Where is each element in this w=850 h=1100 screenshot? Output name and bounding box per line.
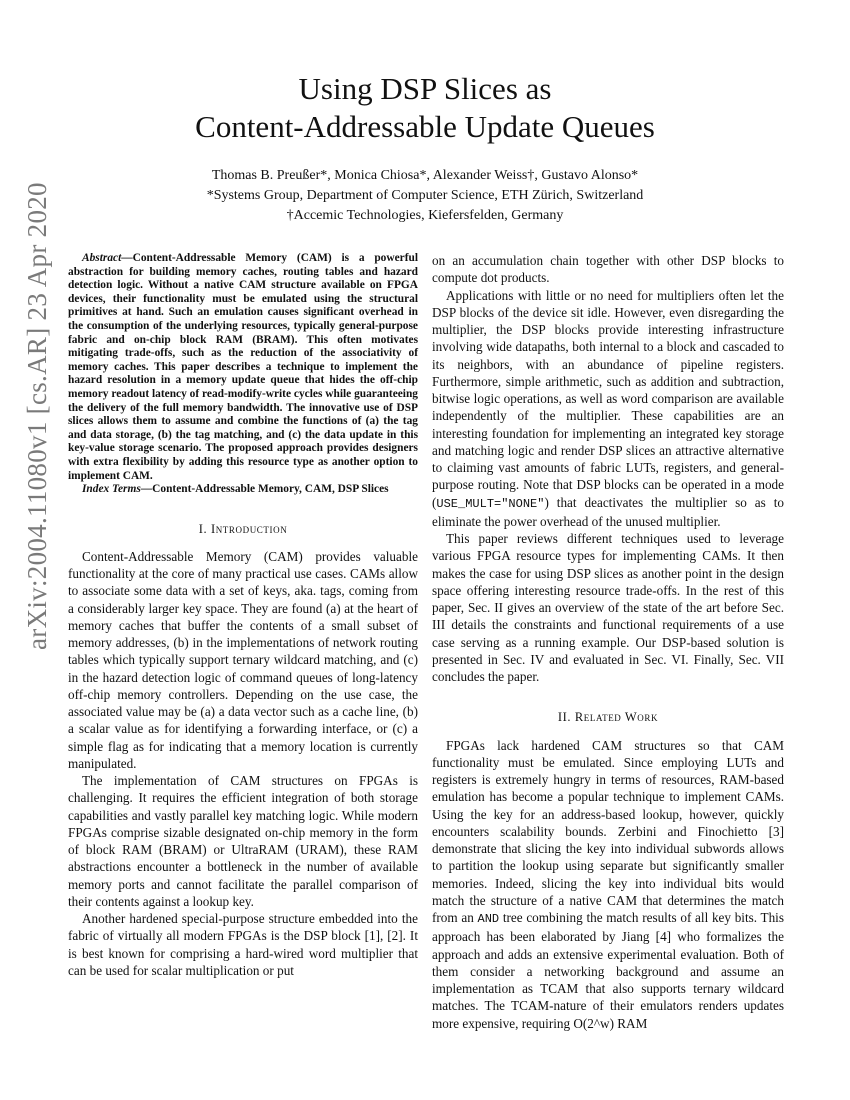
index-terms-label: Index Terms	[82, 483, 141, 496]
author-names: Thomas B. Preußer*, Monica Chiosa*, Alexander Weiss†, Gustavo Alonso*	[211, 168, 639, 183]
paragraph-text: ) that deactivates the multiplier so as to eliminate the power overhead of the unused multiplier.	[432, 494, 784, 529]
intro-paragraph-2: The implementation of CAM structures on FPGAs is challenging. It requires the efficient integration of both storage capabilities and vastly parallel key matching logic. While modern FPGAs comprise sizable designated on-chip memory in the form of block RAM (BRAM) or UltraRAM (URAM), these RAM abstractions encounter a bottleneck in the number of available memory ports and cannot facilitate the parallel comparison of their contents against a lookup key.	[68, 773, 418, 909]
title-line-2: Content-Addressable Update Queues	[195, 109, 655, 144]
intro-paragraph-3-continued: on an accumulation chain together with other DSP blocks to compute dot products.	[432, 253, 784, 286]
section-heading-introduction	[68, 521, 418, 538]
index-terms	[68, 483, 418, 497]
section-title: Introduction	[210, 521, 288, 536]
affiliation-2: †Accemic Technologies, Kiefersfelden, Germany	[286, 208, 564, 223]
code-literal: USE_MULT="NONE"	[436, 496, 545, 511]
code-literal: AND	[477, 912, 500, 926]
left-column	[68, 252, 418, 979]
section-title: Related Work	[574, 710, 659, 725]
author-block	[0, 166, 850, 226]
title-line-1: Using DSP Slices as	[298, 71, 552, 106]
section-number: I.	[198, 521, 208, 536]
paragraph-text: tree combining the match results of all key bits. This approach has been elaborated by Jiang [4] who formalizes the approach and adds an extensive experimental evaluation. Both of them consider a networking background and assume an implementation as TCAM that also supports ternary wildcard matches. The TCAM-nature of their emulators renders updates more expensive, requiring O(2^w) RAM	[432, 910, 784, 1031]
index-terms-text: —Content-Addressable Memory, CAM, DSP Slices	[140, 483, 389, 496]
intro-paragraph-4	[432, 287, 784, 531]
section-heading-related-work	[432, 709, 784, 726]
intro-paragraph-1: Content-Addressable Memory (CAM) provides valuable functionality at the core of many practical use cases. CAMs allow to associate some data with a set of keys, aka. tags, coming from a considerably larger key space. They are found (a) at the heart of memory caches that buffer the contents of a small subset of memory addresses, (b) in the implementations of network routing tables which typically support ternary wildcard matching, and (c) in the hazard detection logic of command queues of long-latency off-chip memory controllers. Depending on the use case, the associated value may be (a) a data vector such as a cache line, (b) a scalar value as for identifying a forwarding interface, or (c) a simple flag as for indicating that a memory location is currently manipulated.	[68, 548, 418, 771]
paper-title	[0, 70, 850, 146]
abstract-text: —Content-Addressable Memory (CAM) is a powerful abstraction for building memory caches, routing tables and hazard detection logic. Without a native CAM structure available on FPGA devices, their functionality must be emulated using the structural primitives at hand. Such an emulation causes significant overhead in the consumption of the underlying resources, typically general-purpose fabric and on-chip block RAM (BRAM). This often motivates mitigating trade-offs, such as the reduction of the associativity of memory caches. This paper describes a technique to implement the hazard resolution in a memory update queue that hides the off-chip memory readout latency of read-modify-write cycles while guaranteeing the delivery of the full memory bandwidth. The innovative use of DSP slices allows them to assume and combine the functions of (a) the tag and data storage, (b) the tag matching, and (c) the data update in this key-value storage scenario. The proposed approach provides designers with extra flexibility by adding this resource type as another option to implement CAM.	[68, 252, 418, 482]
paragraph-text: FPGAs lack hardened CAM structures so that CAM functionality must be emulated. Since employing LUTs and registers is extremely hungry in terms of resources, RAM-based emulation has become a popular technique to implement CAMs. Using the key for an address-based lookup, however, quickly encounters scalability bounds. Zerbini and Finochietto [3] demonstrate that slicing the key into individual subwords allows to partition the lookup using separate but significantly smaller memories. Indeed, slicing the key into individual bits would match the structure of a native CAM that determines the match from an	[432, 737, 784, 925]
abstract	[68, 252, 418, 483]
related-paragraph-1	[432, 737, 784, 1032]
right-column	[432, 252, 784, 1032]
intro-paragraph-5: This paper reviews different techniques used to leverage various FPGA resource types for implementing CAMs. It then makes the case for using DSP slices as another point in the design space offering interesting resource trade-offs. In the rest of this paper, Sec. II gives an overview of the state of the art before Sec. III details the constraints and functional requirements of a use case serving as a running example. Our DSP-based solution is presented in Sec. IV and evaluated in Sec. VI. Finally, Sec. VII concludes the paper.	[432, 531, 784, 684]
paragraph-text: Applications with little or no need for multipliers often let the DSP blocks of the device sit idle. However, even disregarding the multiplier, the DSP blocks provide interesting infrastructure involving wide datapaths, both internal to a block and cascaded to its neighbors, with an abundance of pipeline registers. Furthermore, simple arithmetic, such as addition and subtraction, bitwise logic operations, as well as word comparison are available independently of the multiplier. These capabilities are an interesting foundation for implementing an integrated key storage and matching logic and render DSP slices an attractive alternative to claiming vast amounts of fabric LUTs, registers, and general-purpose routing. Note that DSP blocks can be operated in a mode (	[432, 287, 784, 510]
arxiv-identifier: arXiv:2004.11080v1 [cs.AR] 23 Apr 2020	[22, 182, 52, 650]
section-number: II.	[557, 710, 572, 725]
intro-paragraph-3: Another hardened special-purpose structure embedded into the fabric of virtually all modern FPGAs is the DSP block [1], [2]. It is best known for comprising a hard-wired word multiplier that can be used for scalar multiplication or put	[68, 911, 418, 978]
abstract-label: Abstract	[82, 252, 122, 264]
affiliation-1: *Systems Group, Department of Computer Science, ETH Zürich, Switzerland	[206, 188, 644, 203]
